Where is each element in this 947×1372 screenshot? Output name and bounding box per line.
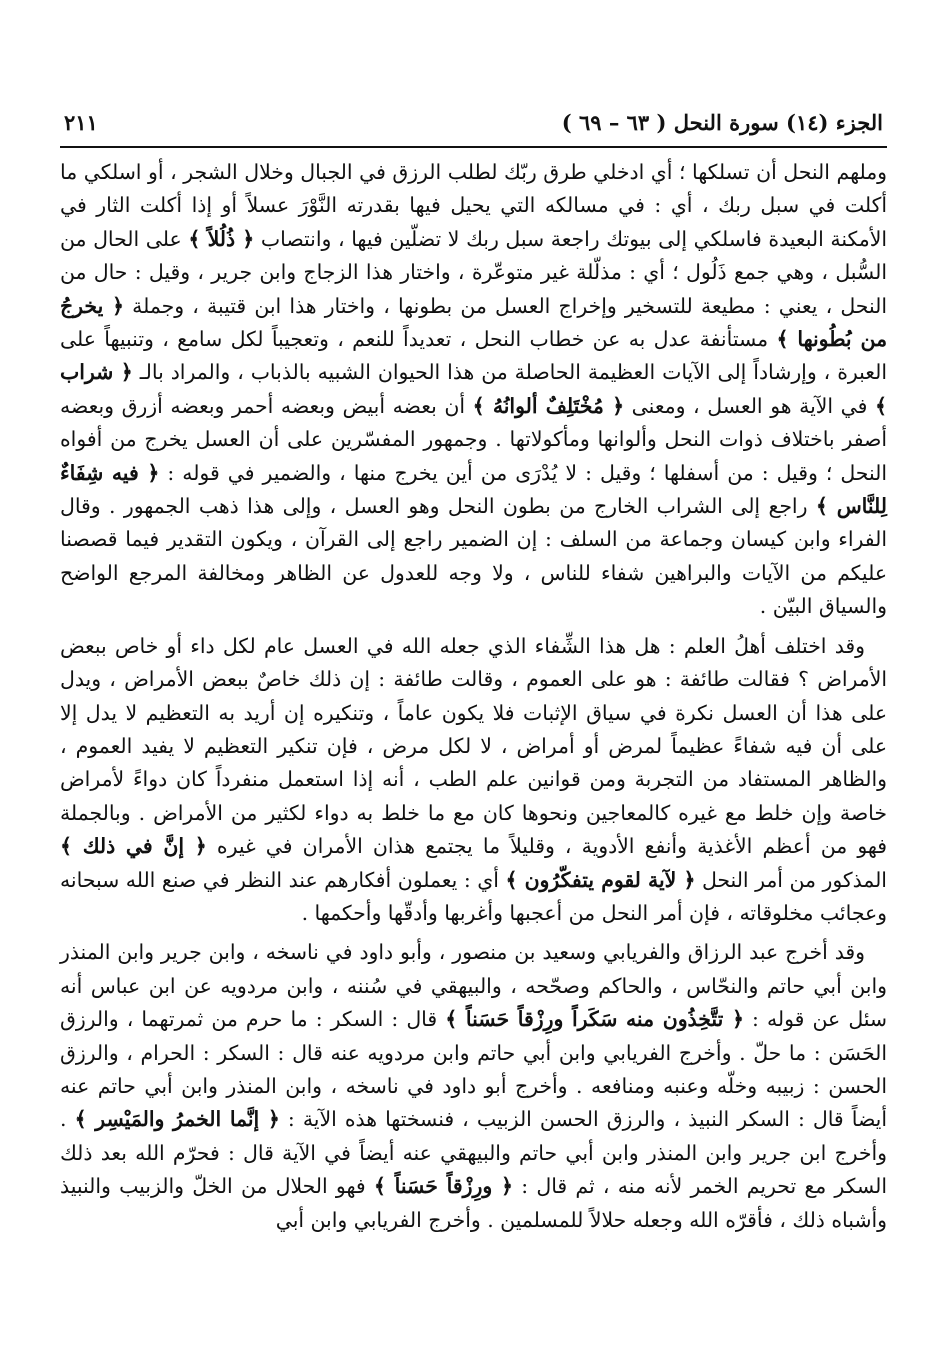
text-segment: أي : يعملون أفكارهم عند النظر في صنع الله سبحانه وعجائب مخلوقاته ، فإن أمر النحل من أعجبها وأغربها وأدقّها وأحكمها . (60, 867, 887, 925)
page-body (60, 156, 887, 1237)
page-header (60, 110, 887, 148)
quran-quote: ﴿ لآية لقوم يتفكّرُون ﴾ (505, 867, 696, 892)
page-number: ٢١١ (64, 110, 98, 135)
quran-quote: ﴿ إنَّ في ذلك ﴾ (60, 834, 207, 859)
text-segment: وملهم النحل أن تسلكها ؛ أي ادخلي طرق ربّك لطلب الرزق في الجبال وخلال الشجر ، أو اسلكي ما أكلت في سبل ربك ، أي : في مسالكه التي يحيل فيها بقدرته النَّوْرَ عسلاً أو إذا أكلت الثار في الأمكنة البعيدة فاسلكي إلى بيوتك راجعة سبل ربك لا تضلّين فيها ، وانتصاب (60, 160, 887, 251)
text-segment: فهو الحلال من الخلّ والزبيب والنبيذ وأشباه ذلك ، فأقرّه الله وجعله حلالاً للمسلمين . وأخرج الفريابي وابن أبي (60, 1174, 887, 1232)
text-segment: على الحال من السُّبل ، وهي جمع ذَلُول ؛ أي : مذلّلة غير متوعّرة ، واختار هذا الزجاج وابن جرير ، وقيل : حال من النحل ، يعني : مطيعة للتسخير وإخراج العسل من بطونها ، واختار هذا ابن قتيبة ، وجملة (60, 226, 887, 318)
text-segment: في الآية هو العسل ، ومعنى (624, 393, 876, 418)
text-segment: وقد اختلف أهلُ العلم : هل هذا الشِّفاء الذي جعله الله في العسل عام لكل داء أو خاص ببعض الأمراض ؟ فقالت طائفة : هو على العموم ، وقالت طائفة : إن ذلك خاصٌ ببعض الأمراض ، ويدل على هذا أن العسل نكرة في سياق الإثبات فلا يكون عاماً ، وتنكيره إن أريد به التعظيم لا يدل إلا على أن فيه شفاءً عظيماً لمرض أو أمراض ، لا لكل مرض ، فإن تنكير التعظيم لا يفيد العموم ، والظاهر المستفاد من التجربة ومن قوانين علم الطب ، أنه إذا استعمل منفرداً كان دواءً لأمراض خاصة وإن خلط مع غيره كالمعاجين ونحوها كان مع ما خلط به دواء لكثير من الأمراض . وبالجملة فهو من أعظم الأغذية وأنفع الأدوية ، وقليلاً ما يجتمع هذان الأمران في غيره (60, 633, 887, 859)
text-segment: راجع إلى الشراب الخارج من بطون النحل وهو العسل ، وإلى هذا ذهب الجمهور . وقال الفراء وابن كيسان وجماعة من السلف : إن الضمير راجع إلى القرآن ، ويكون التقدير فيما قصصنا عليكم من الآيات والبراهين شفاء للناس ، ولا وجه للعدول عن الظاهر ومخالفة المرجع الواضح والسياق البيّن . (60, 494, 887, 619)
paragraph (60, 630, 887, 931)
quran-quote: ﴿ شراب ﴾ (60, 360, 887, 418)
running-title: الجزء (١٤) سورة النحل ( ٦٣ – ٦٩ ) (561, 110, 883, 135)
quran-quote: ﴿ ورِزْقاً حَسَناً ﴾ (373, 1174, 514, 1199)
quran-quote: ﴿ مُخْتَلِفٌ ألوانُهُ ﴾ (472, 393, 625, 418)
paragraph (60, 936, 887, 1237)
text-segment: المذكور من أمر النحل (695, 867, 887, 892)
text-segment: قال : السكر : ما حرم من ثمرتهما ، والرزق الحَسَن : ما حلّ . وأخرج الفريابي وابن أبي حاتم وابن مردويه عنه قال : السكر : الحرام ، والرزق الحسن : زبيبه وخلّه وعنبه ومنافعه . وأخرج أبو داود في ناسخه ، وابن المنذر وابن أبي حاتم عنه أيضاً قال : السكر النبيذ ، والرزق الحسن الزبيب ، فنسختها هذه الآية : (60, 1007, 887, 1132)
quran-quote: ﴿ ذُلُلاً ﴾ (188, 226, 255, 251)
quran-quote: ﴿ يخرجُ من بُطُونها ﴾ (60, 293, 888, 352)
text-segment: مستأنفة عدل به عن خطاب النحل ، تعديداً للنعم ، وتعجيباً لكل سامع ، وتنبيهاً على العبرة ، وإرشاداً إلى الآيات العظيمة الحاصلة من هذا الحيوان الشبيه بالذباب ، والمراد بالـ (60, 327, 887, 385)
document-page (60, 110, 887, 1352)
quran-quote: ﴿ إنَّما الخمرُ والمَيْسِر ﴾ (74, 1107, 280, 1132)
quran-quote: ﴿ فيه شِفَاءٌ لِلنَّاس ﴾ (60, 460, 887, 519)
text-segment: . وأخرج ابن جرير وابن المنذر وابن أبي حاتم والبيهقي عنه أيضاً في الآية قال : فحرّم الله بعد ذلك السكر مع تحريم الخمر لأنه منه ، ثم قال : (60, 1107, 887, 1199)
paragraph (60, 156, 887, 624)
quran-quote: ﴿ تتَّخِذُون منه سَكَراً ورِزْقاً حَسَناً ﴾ (445, 1007, 744, 1032)
text-segment: أن بعضه أبيض وبعضه أحمر وبعضه أزرق وبعضه أصفر باختلاف ذوات النحل وألوانها ومأكولاتها . وجمهور المفسّرين على أن العسل يخرج من أفواه النحل ؛ وقيل : من أسفلها ؛ وقيل : لا يُدْرَى من أين يخرج منها ، والضمير في قوله : (60, 393, 888, 485)
text-segment: وقد أخرج عبد الرزاق والفريابي وسعيد بن منصور ، وأبو داود في ناسخه ، وابن جرير وابن المنذر وابن أبي حاتم والنحّاس ، والحاكم وصحّحه ، والبيهقي في سُننه ، وابن مردويه عن ابن عباس أنه سئل عن قوله : (60, 940, 888, 1032)
